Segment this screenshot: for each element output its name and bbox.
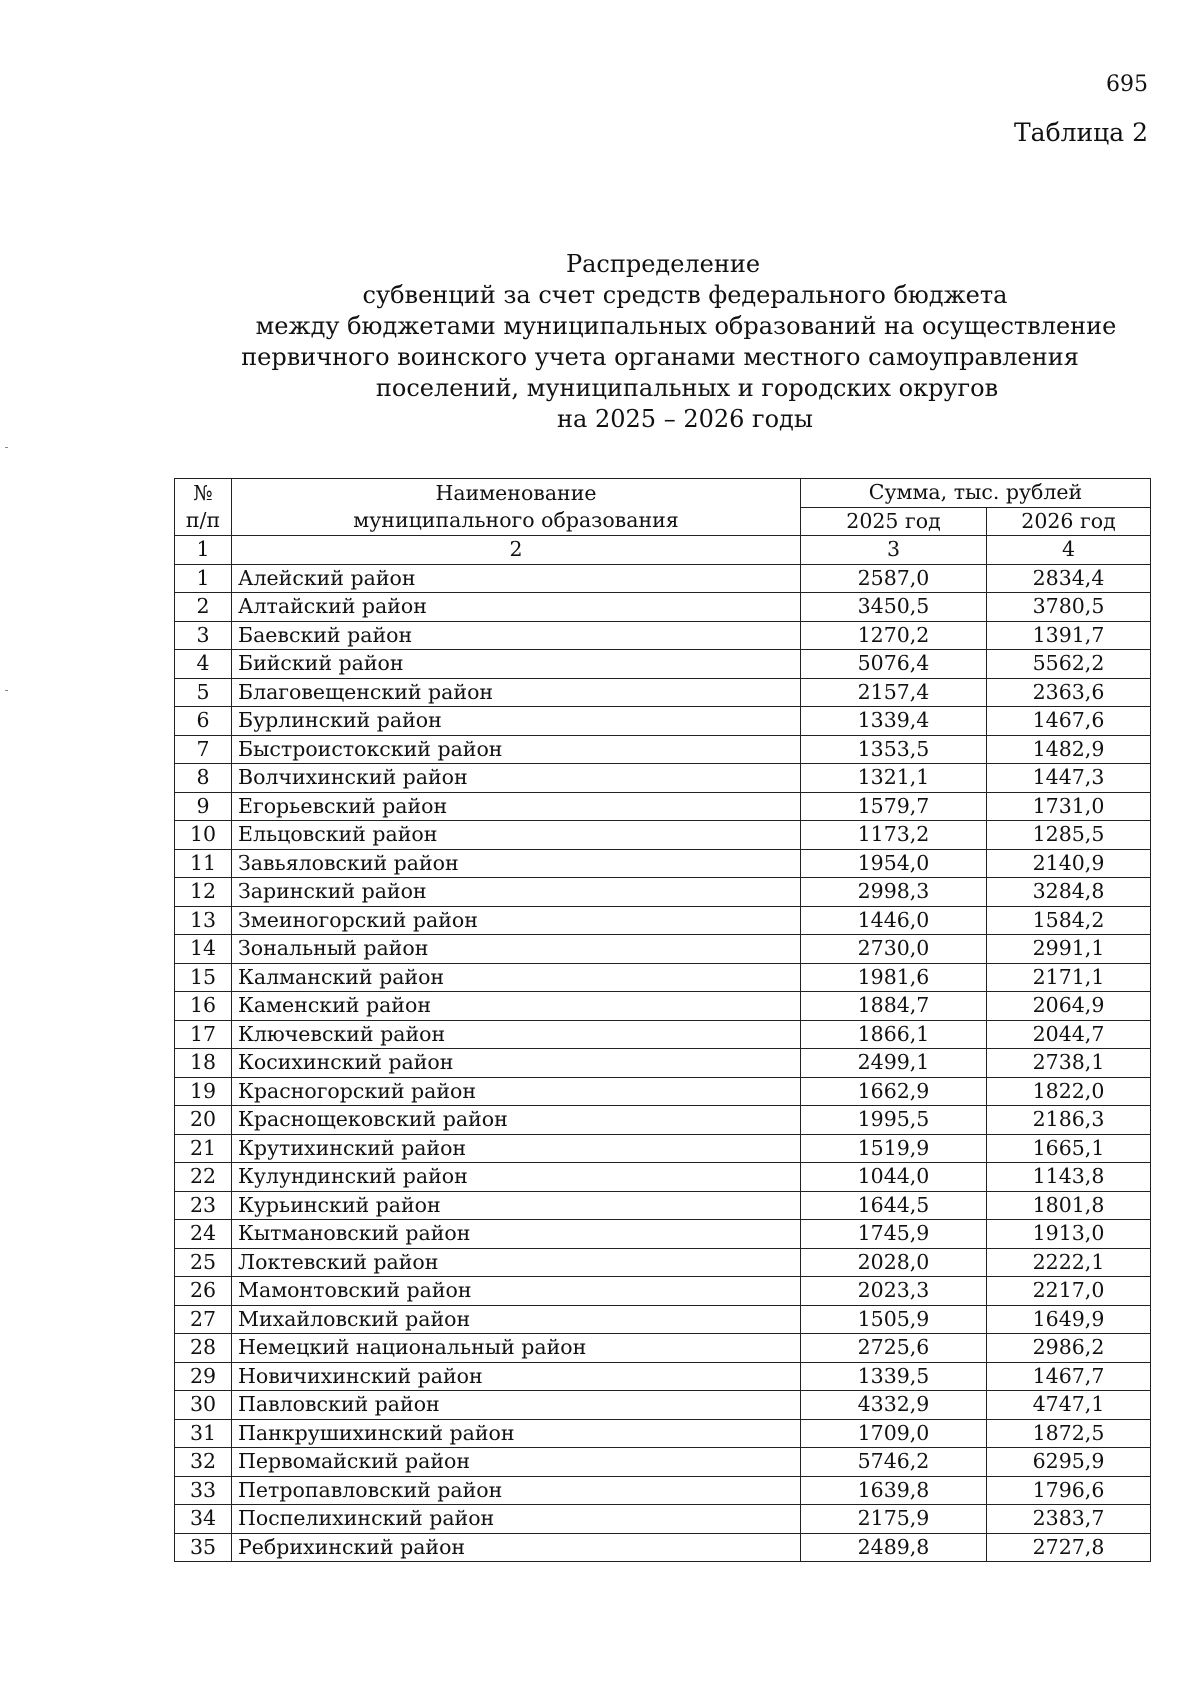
table-row <box>175 992 1151 1021</box>
table-row <box>175 878 1151 907</box>
column-number: 1 <box>175 536 232 565</box>
amount-2025: 1981,6 <box>801 963 987 992</box>
row-number: 15 <box>175 963 232 992</box>
amount-2025: 1321,1 <box>801 764 987 793</box>
amount-2025: 1519,9 <box>801 1134 987 1163</box>
amount-2026: 1665,1 <box>987 1134 1151 1163</box>
table-row <box>175 1163 1151 1192</box>
amount-2025: 1270,2 <box>801 621 987 650</box>
amount-2025: 1353,5 <box>801 735 987 764</box>
amount-2026: 1467,6 <box>987 707 1151 736</box>
municipality-name: Косихинский район <box>232 1049 801 1078</box>
table-row <box>175 1134 1151 1163</box>
header-row-1 <box>175 479 1151 508</box>
municipality-name: Красногорский район <box>232 1077 801 1106</box>
column-number-row <box>175 536 1151 565</box>
municipality-name: Панкрушихинский район <box>232 1419 801 1448</box>
header-name-line2: муниципального образования <box>353 508 679 532</box>
municipality-name: Мамонтовский район <box>232 1277 801 1306</box>
municipality-name: Курьинский район <box>232 1191 801 1220</box>
row-number: 31 <box>175 1419 232 1448</box>
amount-2025: 2730,0 <box>801 935 987 964</box>
subvention-table <box>174 478 1151 1562</box>
table-row <box>175 1533 1151 1562</box>
amount-2026: 1447,3 <box>987 764 1151 793</box>
row-number: 24 <box>175 1220 232 1249</box>
municipality-name: Крутихинский район <box>232 1134 801 1163</box>
row-number: 16 <box>175 992 232 1021</box>
municipality-name: Зональный район <box>232 935 801 964</box>
amount-2025: 1505,9 <box>801 1305 987 1334</box>
row-number: 19 <box>175 1077 232 1106</box>
table-row <box>175 621 1151 650</box>
column-number: 4 <box>987 536 1151 565</box>
amount-2025: 1446,0 <box>801 906 987 935</box>
table-row <box>175 1305 1151 1334</box>
amount-2026: 1822,0 <box>987 1077 1151 1106</box>
table-row <box>175 1362 1151 1391</box>
amount-2026: 2738,1 <box>987 1049 1151 1078</box>
amount-2025: 4332,9 <box>801 1391 987 1420</box>
table-row <box>175 1448 1151 1477</box>
column-number: 3 <box>801 536 987 565</box>
row-number: 4 <box>175 650 232 679</box>
amount-2025: 3450,5 <box>801 593 987 622</box>
amount-2026: 1731,0 <box>987 792 1151 821</box>
amount-2026: 1872,5 <box>987 1419 1151 1448</box>
header-year-2025: 2025 год <box>801 507 987 536</box>
amount-2025: 1339,4 <box>801 707 987 736</box>
title-line-3: между бюджетами муниципальных образований на осуществление <box>255 312 1117 340</box>
row-number: 30 <box>175 1391 232 1420</box>
municipality-name: Кулундинский район <box>232 1163 801 1192</box>
amount-2026: 1796,6 <box>987 1476 1151 1505</box>
amount-2026: 1391,7 <box>987 621 1151 650</box>
row-number: 7 <box>175 735 232 764</box>
row-number: 33 <box>175 1476 232 1505</box>
amount-2025: 2587,0 <box>801 564 987 593</box>
table-row <box>175 1476 1151 1505</box>
amount-2025: 1662,9 <box>801 1077 987 1106</box>
amount-2026: 4747,1 <box>987 1391 1151 1420</box>
municipality-name: Ключевский район <box>232 1020 801 1049</box>
table-row <box>175 963 1151 992</box>
amount-2025: 5076,4 <box>801 650 987 679</box>
row-number: 5 <box>175 678 232 707</box>
row-number: 35 <box>175 1533 232 1562</box>
table-row <box>175 1191 1151 1220</box>
amount-2025: 2175,9 <box>801 1505 987 1534</box>
row-number: 18 <box>175 1049 232 1078</box>
amount-2025: 1709,0 <box>801 1419 987 1448</box>
municipality-name: Ельцовский район <box>232 821 801 850</box>
municipality-name: Павловский район <box>232 1391 801 1420</box>
amount-2026: 2991,1 <box>987 935 1151 964</box>
header-name <box>232 479 801 536</box>
row-number: 21 <box>175 1134 232 1163</box>
row-number: 29 <box>175 1362 232 1391</box>
row-number: 17 <box>175 1020 232 1049</box>
amount-2026: 1584,2 <box>987 906 1151 935</box>
row-number: 13 <box>175 906 232 935</box>
amount-2026: 2186,3 <box>987 1106 1151 1135</box>
amount-2026: 2044,7 <box>987 1020 1151 1049</box>
table-row <box>175 906 1151 935</box>
table-row <box>175 735 1151 764</box>
row-number: 26 <box>175 1277 232 1306</box>
amount-2026: 2363,6 <box>987 678 1151 707</box>
table-row <box>175 1106 1151 1135</box>
municipality-name: Змеиногорский район <box>232 906 801 935</box>
header-number-line1: № <box>193 481 213 505</box>
municipality-name: Ребрихинский район <box>232 1533 801 1562</box>
table-row <box>175 1334 1151 1363</box>
table-row <box>175 1277 1151 1306</box>
row-number: 8 <box>175 764 232 793</box>
amount-2025: 2499,1 <box>801 1049 987 1078</box>
amount-2025: 1639,8 <box>801 1476 987 1505</box>
row-number: 20 <box>175 1106 232 1135</box>
municipality-name: Краснощековский район <box>232 1106 801 1135</box>
municipality-name: Локтевский район <box>232 1248 801 1277</box>
table-row <box>175 1391 1151 1420</box>
row-number: 27 <box>175 1305 232 1334</box>
amount-2025: 1644,5 <box>801 1191 987 1220</box>
amount-2025: 1579,7 <box>801 792 987 821</box>
row-number: 2 <box>175 593 232 622</box>
table-row <box>175 764 1151 793</box>
amount-2026: 2727,8 <box>987 1533 1151 1562</box>
amount-2025: 1339,5 <box>801 1362 987 1391</box>
row-number: 34 <box>175 1505 232 1534</box>
municipality-name: Завьяловский район <box>232 849 801 878</box>
amount-2025: 1954,0 <box>801 849 987 878</box>
table-row <box>175 1505 1151 1534</box>
municipality-name: Каменский район <box>232 992 801 1021</box>
table-row <box>175 935 1151 964</box>
table-row <box>175 1077 1151 1106</box>
scan-mark <box>5 690 8 691</box>
row-number: 28 <box>175 1334 232 1363</box>
amount-2025: 2725,6 <box>801 1334 987 1363</box>
table-label: Таблица 2 <box>1013 118 1148 147</box>
amount-2026: 1913,0 <box>987 1220 1151 1249</box>
table-body <box>175 564 1151 1562</box>
amount-2025: 1866,1 <box>801 1020 987 1049</box>
table-row <box>175 678 1151 707</box>
municipality-name: Благовещенский район <box>232 678 801 707</box>
municipality-name: Кытмановский район <box>232 1220 801 1249</box>
municipality-name: Петропавловский район <box>232 1476 801 1505</box>
table-row <box>175 1049 1151 1078</box>
amount-2025: 2023,3 <box>801 1277 987 1306</box>
header-number-line2: п/п <box>185 508 221 532</box>
amount-2026: 2217,0 <box>987 1277 1151 1306</box>
amount-2025: 2028,0 <box>801 1248 987 1277</box>
table-row <box>175 1419 1151 1448</box>
amount-2025: 2998,3 <box>801 878 987 907</box>
amount-2026: 1285,5 <box>987 821 1151 850</box>
row-number: 12 <box>175 878 232 907</box>
amount-2025: 5746,2 <box>801 1448 987 1477</box>
table-row <box>175 1220 1151 1249</box>
table-row <box>175 1248 1151 1277</box>
municipality-name: Алейский район <box>232 564 801 593</box>
table-row <box>175 707 1151 736</box>
amount-2026: 2064,9 <box>987 992 1151 1021</box>
amount-2026: 5562,2 <box>987 650 1151 679</box>
amount-2026: 1467,7 <box>987 1362 1151 1391</box>
table-row <box>175 564 1151 593</box>
municipality-name: Бурлинский район <box>232 707 801 736</box>
scan-mark <box>5 447 8 448</box>
amount-2025: 2157,4 <box>801 678 987 707</box>
header-name-line1: Наименование <box>435 481 597 505</box>
table-row <box>175 650 1151 679</box>
row-number: 32 <box>175 1448 232 1477</box>
table-row <box>175 849 1151 878</box>
amount-2026: 3284,8 <box>987 878 1151 907</box>
header-sum: Сумма, тыс. рублей <box>801 479 1151 508</box>
amount-2026: 2140,9 <box>987 849 1151 878</box>
amount-2026: 1143,8 <box>987 1163 1151 1192</box>
municipality-name: Волчихинский район <box>232 764 801 793</box>
municipality-name: Поспелихинский район <box>232 1505 801 1534</box>
amount-2025: 1884,7 <box>801 992 987 1021</box>
row-number: 1 <box>175 564 232 593</box>
table-row <box>175 821 1151 850</box>
amount-2026: 2171,1 <box>987 963 1151 992</box>
header-year-2026: 2026 год <box>987 507 1151 536</box>
amount-2026: 2383,7 <box>987 1505 1151 1534</box>
amount-2025: 2489,8 <box>801 1533 987 1562</box>
row-number: 25 <box>175 1248 232 1277</box>
municipality-name: Калманский район <box>232 963 801 992</box>
title-line-6: на 2025 – 2026 годы <box>557 405 813 433</box>
row-number: 3 <box>175 621 232 650</box>
amount-2025: 1044,0 <box>801 1163 987 1192</box>
municipality-name: Баевский район <box>232 621 801 650</box>
amount-2025: 1745,9 <box>801 1220 987 1249</box>
municipality-name: Бийский район <box>232 650 801 679</box>
amount-2026: 2834,4 <box>987 564 1151 593</box>
municipality-name: Егорьевский район <box>232 792 801 821</box>
municipality-name: Михайловский район <box>232 1305 801 1334</box>
amount-2026: 1649,9 <box>987 1305 1151 1334</box>
municipality-name: Быстроистокский район <box>232 735 801 764</box>
amount-2026: 1482,9 <box>987 735 1151 764</box>
title-line-1: Распределение <box>565 250 761 278</box>
amount-2026: 6295,9 <box>987 1448 1151 1477</box>
amount-2026: 3780,5 <box>987 593 1151 622</box>
amount-2025: 1173,2 <box>801 821 987 850</box>
row-number: 6 <box>175 707 232 736</box>
row-number: 9 <box>175 792 232 821</box>
column-number: 2 <box>232 536 801 565</box>
amount-2025: 1995,5 <box>801 1106 987 1135</box>
table-row <box>175 593 1151 622</box>
row-number: 23 <box>175 1191 232 1220</box>
table-row <box>175 1020 1151 1049</box>
header-number <box>175 479 232 536</box>
title-line-4: первичного воинского учета органами местного самоуправления <box>241 343 1079 371</box>
row-number: 22 <box>175 1163 232 1192</box>
municipality-name: Первомайский район <box>232 1448 801 1477</box>
page-number: 695 <box>1106 72 1148 97</box>
municipality-name: Заринский район <box>232 878 801 907</box>
municipality-name: Немецкий национальный район <box>232 1334 801 1363</box>
row-number: 11 <box>175 849 232 878</box>
amount-2026: 2986,2 <box>987 1334 1151 1363</box>
amount-2026: 2222,1 <box>987 1248 1151 1277</box>
row-number: 10 <box>175 821 232 850</box>
municipality-name: Новичихинский район <box>232 1362 801 1391</box>
municipality-name: Алтайский район <box>232 593 801 622</box>
row-number: 14 <box>175 935 232 964</box>
title-line-5: поселений, муниципальных и городских округов <box>375 374 999 402</box>
table-row <box>175 792 1151 821</box>
amount-2026: 1801,8 <box>987 1191 1151 1220</box>
title-line-2: субвенций за счет средств федерального бюджета <box>362 281 1008 309</box>
